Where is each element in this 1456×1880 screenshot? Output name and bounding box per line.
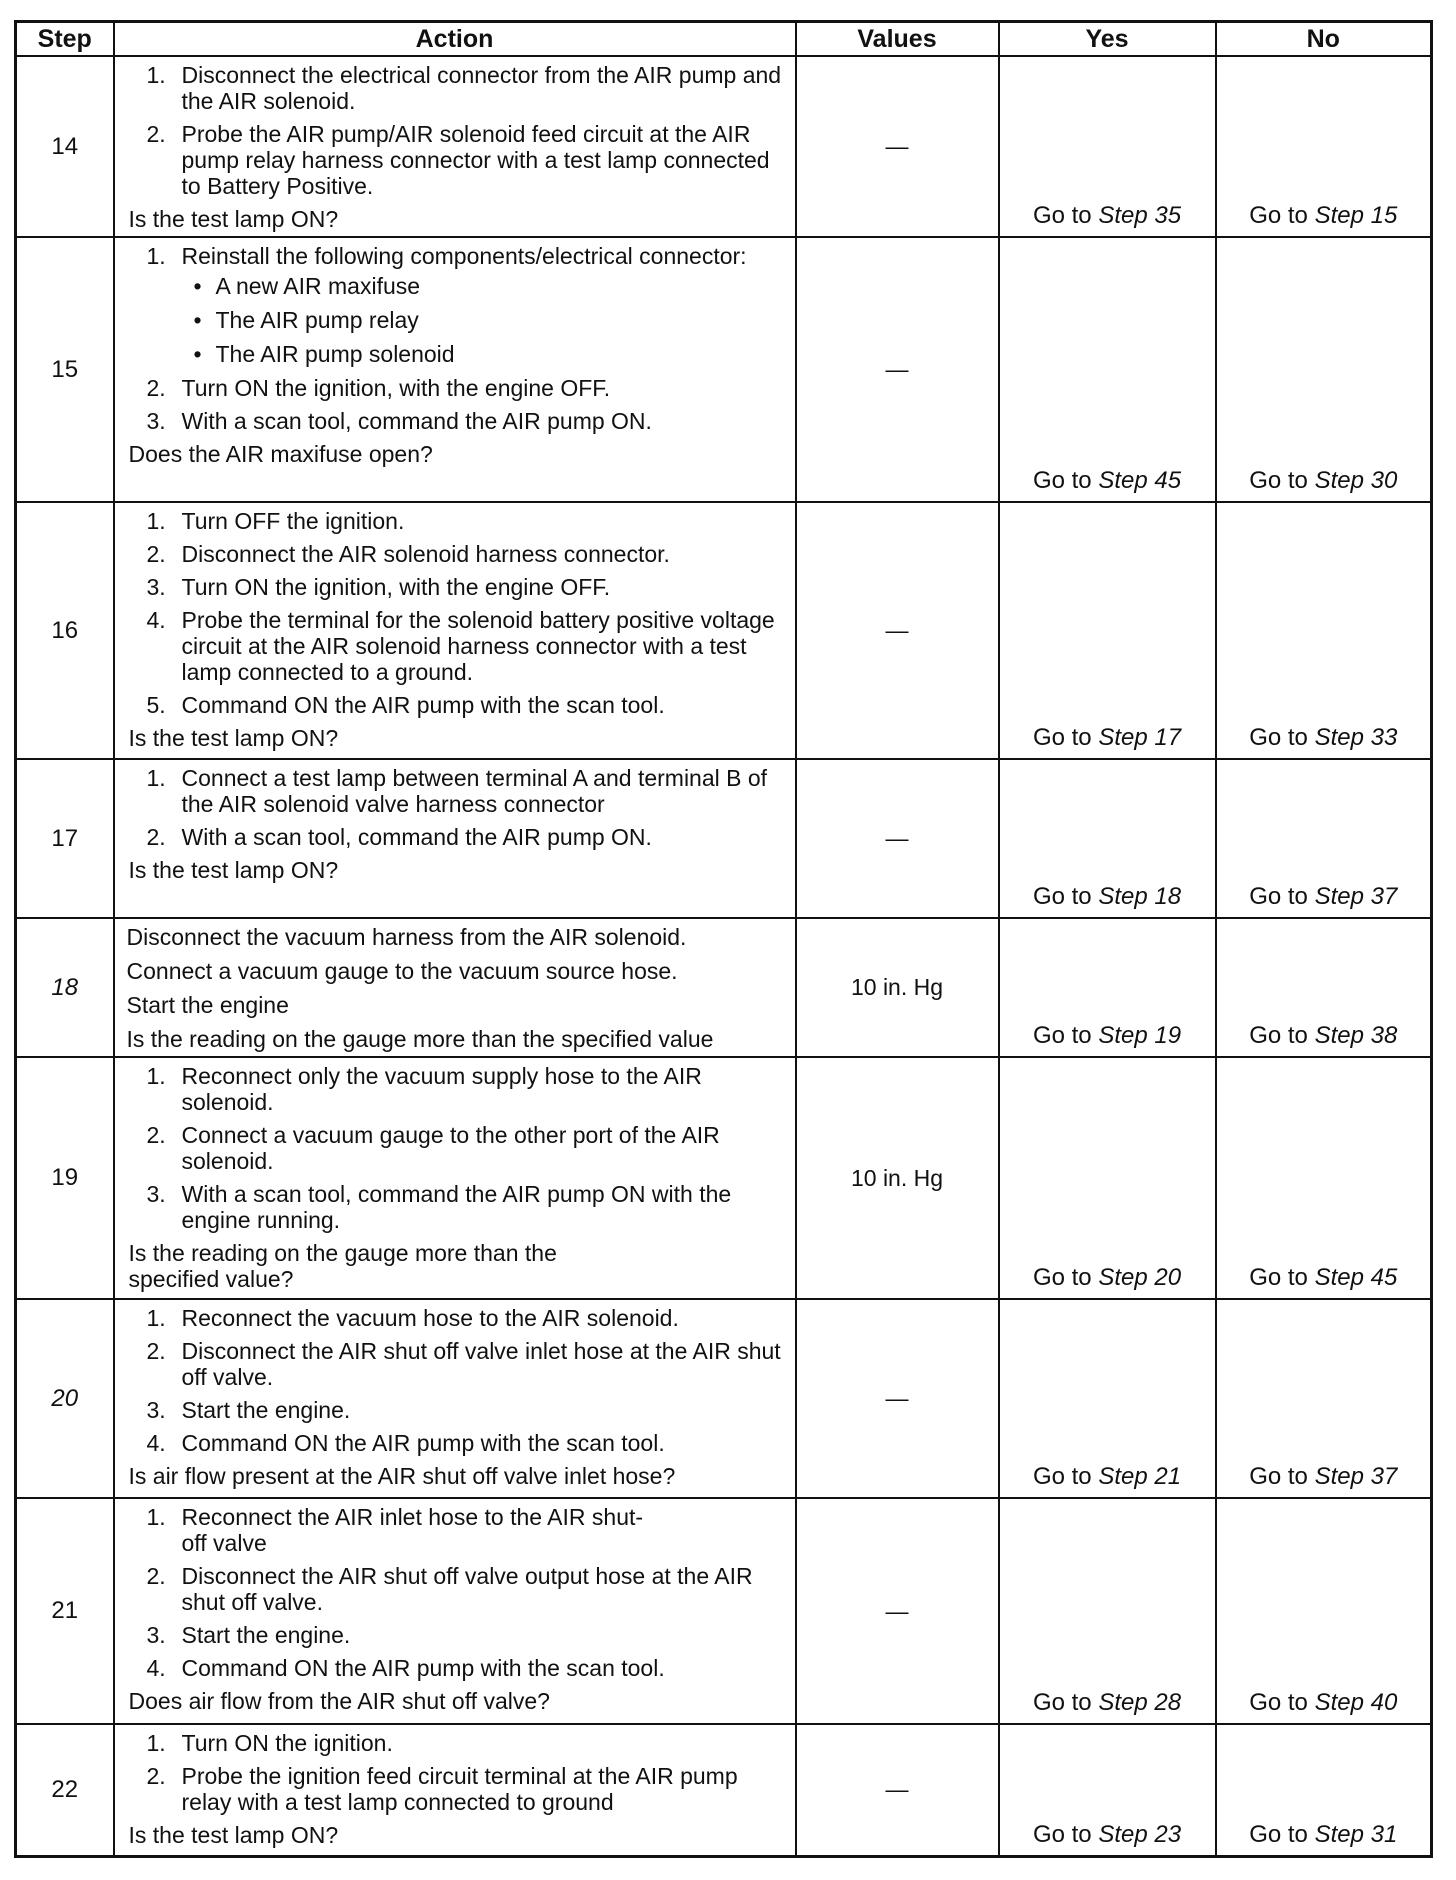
action-cell [114,1299,796,1498]
step-number: 16 [16,502,114,759]
table-row [16,237,1432,502]
step-number: 20 [16,1299,114,1498]
no-cell: Go to Step 45 [1216,1057,1432,1299]
action-line: Connect a vacuum gauge to the vacuum source hose. [126,958,678,984]
action-cell [114,1057,796,1299]
no-cell: Go to Step 31 [1216,1724,1432,1856]
component-bullet: • The AIR pump relay [182,307,785,333]
action-step: 3. Start the engine. [146,1397,351,1423]
action-cell [114,918,796,1057]
value-cell: — [796,1724,999,1856]
yes-cell: Go to Step 20 [999,1057,1216,1299]
action-question: Is the test lamp ON? [128,857,339,883]
action-step: 3. With a scan tool, command the AIR pump ON. [146,408,652,434]
step-number: 15 [16,237,114,502]
action-step: 2. Connect a vacuum gauge to the other port of the AIR solenoid. [146,1122,720,1174]
action-step: 3. Turn ON the ignition, with the engine OFF. [146,574,611,600]
table-row [16,759,1432,918]
step-number: 18 [16,918,114,1057]
action-cell [114,502,796,759]
yes-cell: Go to Step 45 [999,237,1216,502]
table-row [16,918,1432,1057]
yes-cell: Go to Step 35 [999,56,1216,237]
action-step: 1. Reconnect the vacuum hose to the AIR solenoid. [146,1305,679,1331]
step-number: 17 [16,759,114,918]
diagnostic-table-sheet [14,20,1430,1858]
action-step: 5. Command ON the AIR pump with the scan tool. [146,692,665,718]
action-question: Is air flow present at the AIR shut off valve inlet hose? [128,1463,676,1489]
yes-cell: Go to Step 19 [999,918,1216,1057]
action-step: 1. Disconnect the electrical connector from the AIR pump and the AIR solenoid. [146,62,782,114]
action-question: Does the AIR maxifuse open? [128,441,433,467]
value-cell: — [796,759,999,918]
action-cell [114,1724,796,1856]
no-cell: Go to Step 15 [1216,56,1432,237]
component-bullet: • A new AIR maxifuse [182,273,785,299]
yes-cell: Go to Step 28 [999,1498,1216,1724]
action-step: 2. Probe the AIR pump/AIR solenoid feed circuit at the AIR pump relay harness connector with a test lamp connected to Battery Positive. [146,121,770,199]
no-cell: Go to Step 38 [1216,918,1432,1057]
action-step: 2. Disconnect the AIR solenoid harness connector. [146,541,670,567]
action-step: 3. Start the engine. [146,1622,351,1648]
action-line: Disconnect the vacuum harness from the AIR solenoid. [126,924,687,950]
action-step: 3. With a scan tool, command the AIR pump ON with the engine running. [146,1181,732,1233]
action-step: 2. Disconnect the AIR shut off valve output hose at the AIR shut off valve. [146,1563,753,1615]
step-number: 21 [16,1498,114,1724]
action-question: Is the test lamp ON? [128,725,339,751]
component-bullet: • The AIR pump solenoid [182,341,785,367]
table-row [16,1498,1432,1724]
yes-cell: Go to Step 21 [999,1299,1216,1498]
yes-cell: Go to Step 18 [999,759,1216,918]
value-cell: — [796,1498,999,1724]
action-question: Is the reading on the gauge more than the specified value? [128,1240,557,1292]
action-step: 1. Turn OFF the ignition. [146,508,405,534]
table-row [16,1724,1432,1856]
action-cell [114,1498,796,1724]
value-cell: 10 in. Hg [796,1057,999,1299]
action-question: Is the reading on the gauge more than the specified value [126,1026,714,1052]
action-line: Start the engine [126,992,289,1018]
step-number: 19 [16,1057,114,1299]
yes-cell: Go to Step 17 [999,502,1216,759]
table-row [16,56,1432,237]
table-row [16,1057,1432,1299]
action-step: 1. Reinstall the following components/electrical connector: • A new AIR maxifuse • The AIR pump relay • The AIR pump solenoid [129,243,785,367]
header-step: Step [16,22,114,57]
action-step: 2. Disconnect the AIR shut off valve inlet hose at the AIR shut off valve. [146,1338,781,1390]
step-number: 14 [16,56,114,237]
header-values: Values [796,22,999,57]
header-no: No [1216,22,1432,57]
action-cell [114,759,796,918]
no-cell: Go to Step 37 [1216,1299,1432,1498]
value-cell: 10 in. Hg [796,918,999,1057]
step-number: 22 [16,1724,114,1856]
action-step: 1. Connect a test lamp between terminal A and terminal B of the AIR solenoid valve harness connector [146,765,768,817]
action-step: 4. Command ON the AIR pump with the scan tool. [146,1655,665,1681]
action-step: 1. Reconnect only the vacuum supply hose to the AIR solenoid. [146,1063,702,1115]
header-yes: Yes [999,22,1216,57]
value-cell: — [796,237,999,502]
action-cell [114,56,796,237]
table-row [16,1299,1432,1498]
action-step: 2. Probe the ignition feed circuit terminal at the AIR pump relay with a test lamp connected to ground [146,1763,738,1815]
value-cell: — [796,56,999,237]
action-step: 1. Reconnect the AIR inlet hose to the AIR shut-off valve [146,1504,644,1556]
action-step: 1. Turn ON the ignition. [146,1730,393,1756]
no-cell: Go to Step 37 [1216,759,1432,918]
yes-cell: Go to Step 23 [999,1724,1216,1856]
action-step: 4. Command ON the AIR pump with the scan tool. [146,1430,665,1456]
action-question: Is the test lamp ON? [128,206,339,232]
no-cell: Go to Step 30 [1216,237,1432,502]
value-cell: — [796,502,999,759]
action-step: 4. Probe the terminal for the solenoid battery positive voltage circuit at the AIR solenoid harness connector with a test lamp connected to a ground. [146,607,775,685]
action-cell [114,237,796,502]
action-step: 2. Turn ON the ignition, with the engine OFF. [146,375,611,401]
diagnostic-table [14,20,1433,1858]
header-action: Action [114,22,796,57]
no-cell: Go to Step 33 [1216,502,1432,759]
table-row [16,502,1432,759]
action-step: 2. With a scan tool, command the AIR pump ON. [146,824,652,850]
no-cell: Go to Step 40 [1216,1498,1432,1724]
header-row [16,22,1432,57]
action-question: Does air flow from the AIR shut off valve? [128,1688,550,1714]
value-cell: — [796,1299,999,1498]
action-question: Is the test lamp ON? [128,1822,339,1848]
